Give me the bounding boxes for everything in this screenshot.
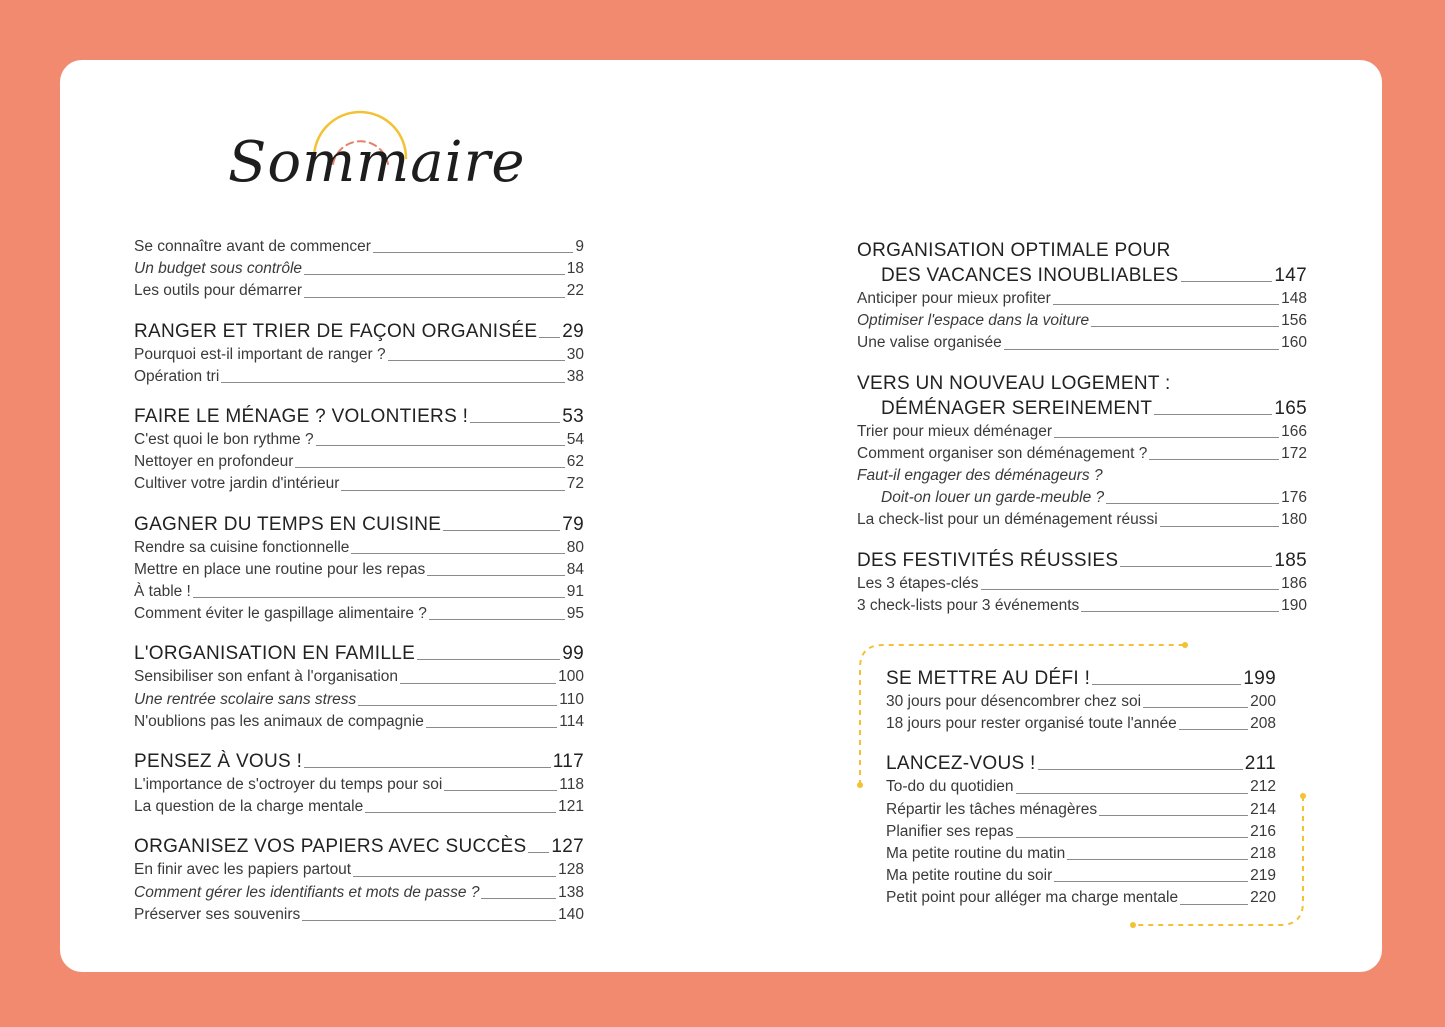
toc-section [134,834,584,926]
entry-label: PENSEZ À VOUS ! [134,751,303,773]
page-number: 156 [1281,312,1307,330]
entry-label: Ma petite routine du soir [886,867,1053,885]
toc-heading[interactable] [886,751,1276,776]
page-number: 208 [1250,715,1276,733]
page-number: 216 [1250,822,1276,840]
book-page [60,60,1382,972]
page-number: 22 [566,282,584,300]
dot-leader [1004,349,1279,350]
page-number: 220 [1250,889,1276,907]
entry-label: ORGANISEZ VOS PAPIERS AVEC SUCCÈS [134,836,527,858]
toc-section [886,751,1276,909]
page-number: 172 [1281,444,1307,462]
entry-label: 30 jours pour désencombrer chez soi [886,693,1142,710]
entry-label: Une valise organisée [857,334,1002,352]
entry-label: GAGNER DU TEMPS EN CUISINE [134,513,442,535]
entry-label: Comment organiser son déménagement ? [857,444,1148,462]
dot-leader [295,467,564,468]
page-number: 180 [1281,511,1307,529]
page-number: 54 [566,431,584,449]
page-number: 72 [566,475,584,493]
entry-label: Les 3 étapes-clés [857,574,979,592]
dot-leader [981,589,1280,590]
toc-entry[interactable] [857,595,1307,617]
toc-entry[interactable] [886,887,1276,909]
dot-leader [429,619,565,620]
toc-entry[interactable] [886,799,1276,821]
page-number: 200 [1250,693,1276,710]
dot-leader [221,382,564,383]
dot-leader [1099,815,1248,816]
page-number: 114 [559,712,584,730]
dot-leader [1106,503,1279,504]
page-number: 185 [1274,549,1307,571]
entry-label: Cultiver votre jardin d'intérieur [134,475,340,493]
entry-label: FAIRE LE MÉNAGE ? VOLONTIERS ! [134,406,469,428]
dot-leader [443,530,560,531]
toc-section [857,238,1307,355]
toc-entry[interactable] [886,865,1276,887]
entry-label: N'oublions pas les animaux de compagnie [134,712,424,730]
dot-leader [1053,304,1279,305]
page-number: 91 [566,583,584,601]
page-number: 38 [566,367,584,385]
entry-label: DES FESTIVITÉS RÉUSSIES [857,549,1119,571]
page-number: 166 [1281,422,1307,440]
toc-entry[interactable] [886,691,1276,713]
dot-leader [1054,437,1279,438]
toc-entry[interactable] [134,280,584,302]
dot-leader [358,705,557,706]
dot-leader [1091,326,1279,327]
page-number: 121 [558,798,584,816]
toc-right-column [857,238,1307,633]
entry-label: SE METTRE AU DÉFI ! [886,668,1091,689]
toc-entry[interactable] [134,689,584,711]
dot-leader [1016,793,1249,794]
toc-heading[interactable] [857,396,1307,421]
toc-entry[interactable] [857,310,1307,332]
entry-label: Petit point pour alléger ma charge mentale [886,889,1179,907]
page-number: 95 [566,605,584,623]
page-number: 18 [566,260,584,278]
entry-label: Préserver ses souvenirs [134,905,301,923]
dot-leader [1143,707,1248,708]
entry-label: Un budget sous contrôle [134,260,303,278]
toc-entry[interactable] [857,332,1307,354]
dot-leader [304,767,551,768]
toc-entry[interactable] [857,487,1307,509]
dot-leader [365,812,556,813]
entry-label: 3 check-lists pour 3 événements [857,596,1080,614]
toc-entry[interactable] [134,366,584,388]
entry-label: LANCEZ-VOUS ! [886,753,1036,775]
entry-label: La check-list pour un déménagement réussi [857,511,1158,529]
page-number: 128 [558,861,584,879]
dot-leader [1067,859,1248,860]
toc-section [134,749,584,818]
entry-label: Sensibiliser son enfant à l'organisation [134,668,399,686]
toc-entry[interactable] [134,581,584,603]
entry-label: ORGANISATION OPTIMALE POUR [857,240,1171,261]
dot-leader [427,575,565,576]
dot-leader [444,790,557,791]
dot-leader [373,252,573,253]
dot-leader [1016,837,1249,838]
toc-entry[interactable] [134,882,584,904]
dot-leader [316,445,565,446]
toc-section [886,666,1276,735]
toc-entry[interactable] [857,443,1307,465]
toc-section [134,512,584,626]
dot-leader [353,876,556,877]
dot-leader [539,337,560,338]
toc-entry[interactable] [134,537,584,559]
toc-entry[interactable] [134,603,584,625]
toc-entry[interactable] [134,774,584,796]
page-number: 218 [1250,845,1276,863]
dot-leader [426,727,557,728]
entry-label: Ma petite routine du matin [886,845,1066,863]
entry-label: Comment éviter le gaspillage alimentaire ? [134,605,427,623]
toc-heading[interactable] [134,512,584,537]
page-number: 219 [1250,867,1276,885]
toc-heading[interactable] [857,548,1307,573]
dot-leader [1160,526,1279,527]
entry-label: Trier pour mieux déménager [857,422,1052,440]
entry-label: L'importance de s'octroyer du temps pour soi [134,776,443,794]
entry-label: Comment gérer les identifiants et mots de passe ? [134,883,480,901]
toc-heading[interactable] [134,749,584,774]
page-number: 211 [1244,753,1276,775]
toc-heading[interactable] [886,666,1276,691]
page-number: 110 [559,690,584,708]
toc-entry[interactable] [134,666,584,688]
toc-section [134,236,584,303]
page-number: 62 [566,453,584,471]
entry-label: Nettoyer en profondeur [134,453,294,471]
entry-label: 18 jours pour rester organisé toute l'année [886,715,1177,733]
page-number: 99 [562,643,584,665]
entry-label: DÉMÉNAGER SEREINEMENT [881,397,1153,419]
dot-leader [417,659,560,660]
dot-leader [1120,566,1272,567]
toc-section [134,319,584,388]
entry-label: RANGER ET TRIER DE FAÇON ORGANISÉE [134,320,538,342]
entry-label: Répartir les tâches ménagères [886,800,1098,818]
dot-leader [304,297,565,298]
dot-leader [470,422,560,423]
dot-leader [1092,684,1241,685]
toc-entry[interactable] [134,711,584,733]
dot-leader [1179,729,1248,730]
dot-leader [351,553,564,554]
toc-entry[interactable] [134,559,584,581]
toc-entry[interactable] [886,776,1276,798]
toc-entry[interactable] [134,258,584,280]
page-number: 214 [1250,800,1276,818]
toc-entry[interactable] [134,796,584,818]
toc-section [857,548,1307,617]
entry-label: To-do du quotidien [886,778,1014,796]
toc-heading[interactable] [134,404,584,429]
entry-label: Optimiser l'espace dans la voiture [857,312,1090,330]
page-number: 138 [558,883,584,901]
page-number: 53 [562,406,584,428]
dot-leader [388,360,565,361]
toc-entry[interactable] [134,859,584,881]
entry-label: Se connaître avant de commencer [134,238,371,255]
dot-leader [528,852,549,853]
page-number: 29 [562,320,584,342]
dot-leader [1038,769,1243,770]
challenge-box [886,666,1276,926]
page-number: 160 [1281,334,1307,352]
entry-label: En finir avec les papiers partout [134,861,352,879]
entry-label: Doit-on louer un garde-meuble ? [881,489,1105,507]
page-number: 140 [558,905,584,923]
toc-entry[interactable] [857,421,1307,443]
page-number: 84 [566,560,584,578]
dot-leader [193,597,565,598]
toc-entry[interactable] [134,344,584,366]
toc-section [857,371,1307,532]
toc-entry[interactable] [886,821,1276,843]
page-number: 186 [1281,574,1307,592]
toc-entry[interactable] [134,473,584,495]
page-number: 30 [566,345,584,363]
page-number: 212 [1250,778,1276,796]
page-number: 148 [1281,290,1307,307]
entry-label: VERS UN NOUVEAU LOGEMENT : [857,372,1171,394]
entry-label: Une rentrée scolaire sans stress [134,690,357,708]
dot-leader [481,898,556,899]
toc-section [134,641,584,733]
toc-entry[interactable] [134,904,584,926]
dot-leader [1154,414,1272,415]
dot-leader [1054,881,1248,882]
toc-entry[interactable] [857,509,1307,531]
entry-label: Pourquoi est-il important de ranger ? [134,345,386,363]
dot-leader [1181,281,1273,282]
page-number: 79 [562,513,584,535]
entry-label: Les outils pour démarrer [134,282,302,300]
page-number: 117 [552,751,584,773]
entry-label: Opération tri [134,367,220,385]
entry-label: Anticiper pour mieux profiter [857,290,1051,307]
toc-heading[interactable] [857,263,1307,288]
page-number: 147 [1274,265,1307,286]
toc-heading-line [857,371,1307,396]
page-number: 165 [1274,397,1307,419]
dot-leader [341,490,564,491]
toc-entry[interactable] [134,429,584,451]
entry-label: C'est quoi le bon rythme ? [134,431,314,449]
toc-entry-line [857,465,1307,487]
entry-label: Rendre sa cuisine fonctionnelle [134,538,350,556]
dot-leader [1180,904,1248,905]
page-title: Sommaire [228,130,526,195]
entry-label: L'ORGANISATION EN FAMILLE [134,643,416,665]
entry-label: Faut-il engager des déménageurs ? [857,467,1103,485]
dot-leader [400,683,556,684]
toc-entry[interactable] [886,713,1276,735]
entry-label: Planifier ses repas [886,822,1014,840]
toc-heading[interactable] [134,641,584,666]
toc-left-column [134,236,584,942]
entry-label: La question de la charge mentale [134,798,364,816]
toc-entry[interactable] [134,236,584,258]
page-number: 100 [558,668,584,686]
dot-leader [1081,611,1279,612]
page-number: 176 [1281,489,1307,507]
entry-label: DES VACANCES INOUBLIABLES [881,265,1179,286]
entry-label: Mettre en place une routine pour les repas [134,560,426,578]
toc-entry[interactable] [134,451,584,473]
dot-leader [302,920,556,921]
toc-entry[interactable] [857,288,1307,310]
dot-leader [304,274,565,275]
page-number: 127 [551,836,584,858]
entry-label: À table ! [134,583,191,601]
toc-heading[interactable] [134,319,584,344]
page-number: 118 [559,776,584,794]
page-number: 199 [1243,668,1276,689]
toc-heading[interactable] [134,834,584,859]
toc-entry[interactable] [886,843,1276,865]
toc-entry[interactable] [857,573,1307,595]
toc-heading-line [857,238,1307,263]
dot-leader [1149,459,1279,460]
page-number: 9 [575,238,584,255]
page-number: 190 [1281,596,1307,614]
toc-section [134,404,584,496]
page-number: 80 [566,538,584,556]
